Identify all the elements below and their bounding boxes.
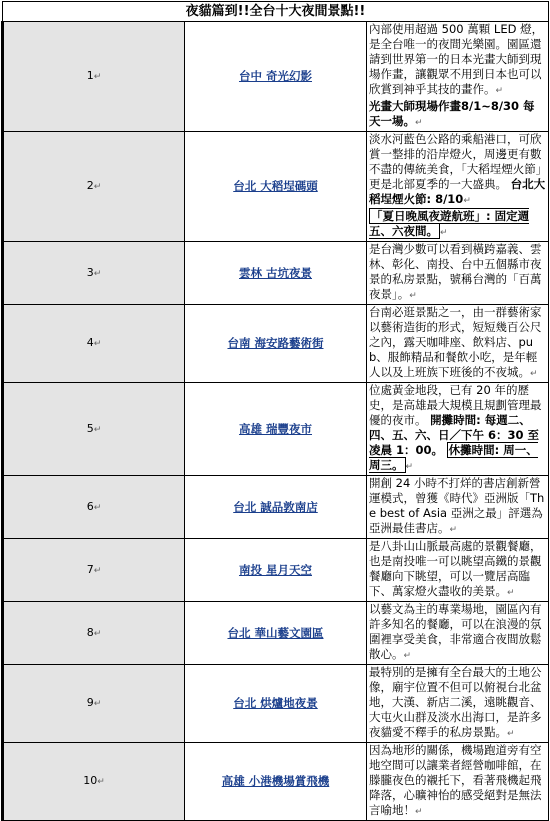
row-number: 2↵ <box>3 132 185 242</box>
spot-description: 開創 24 小時不打烊的書店創新營運模式，曾獲《時代》亞洲版「The best of Asia 亞洲之最」評選為亞洲最佳書店。↵ <box>367 476 549 539</box>
title-row <box>3 2 549 22</box>
spot-description: 是台灣少數可以看到橫跨嘉義、雲林、彰化、南投、台中五個縣市夜景的私房景點，號稱台灣的「百萬夜景」。↵ <box>367 242 549 305</box>
table-row <box>3 602 549 665</box>
spot-note-boxed: 「夏日晚風夜遊航班」: 固定週五、六夜間。 <box>369 209 530 238</box>
row-number: 3↵ <box>3 242 185 305</box>
spot-name: 高雄 小港機場賞飛機 <box>185 743 367 821</box>
table-row <box>3 665 549 743</box>
spot-note: 台北大稻埕煙火節: 8/10 <box>369 177 546 206</box>
row-number: 4↵ <box>3 305 185 383</box>
spot-description: 位處黃金地段，已有 20 年的歷史，是高雄最大規模且規劃管理最優的夜市。 開攤時間: 每週二、四、五、六、日／下午 6：30 至凌晨 1：00。 休攤時間: 周一、周三。 ↵ <box>367 383 549 476</box>
spot-note: 光畫大師現場作畫8/1~8/30 每天一場。 <box>369 99 535 128</box>
row-number: 10↵ <box>3 743 185 821</box>
spot-name: 台南 海安路藝術街 <box>185 305 367 383</box>
row-number: 5↵ <box>3 383 185 476</box>
spot-name: 南投 星月天空 <box>185 539 367 602</box>
table-row <box>3 305 549 383</box>
spot-description: 以藝文為主的專業場地，園區內有許多知名的餐廳，可以在浪漫的氛圍裡享受美食，非常適合夜間放鬆散心。↵ <box>367 602 549 665</box>
row-number: 1↵ <box>3 22 185 132</box>
spot-description: 因為地形的關係，機場跑道旁有空地空間可以讓業者經營咖啡館，在滕朧夜色的襯托下，看著飛機起飛降落，心曠神怡的感受絕對是無法言喻地！↵ <box>367 743 549 821</box>
spot-name: 台北 華山藝文園區 <box>185 602 367 665</box>
spot-description: 是八卦山山脈最高處的景觀餐廳，也是南投唯一可以眺望高鐵的景觀餐廳向下眺望，可以一覽居高臨下、萬家燈火盡收的美景。↵ <box>367 539 549 602</box>
table-row <box>3 743 549 821</box>
table-row <box>3 242 549 305</box>
spot-name: 台中 奇光幻影 <box>185 22 367 132</box>
row-number: 6↵ <box>3 476 185 539</box>
spot-closed-days: 休攤時間: 周一、周三。 <box>369 443 538 472</box>
spot-name: 高雄 瑞豐夜市 <box>185 383 367 476</box>
spot-description: 最特別的是擁有全台最大的土地公像，廟宇位置不但可以俯視台北盆地，大漢、新店二溪，遠眺觀音、大屯火山群及淡水出海口，是許多夜貓愛不釋手的私房景點。↵ <box>367 665 549 743</box>
night-spots-table <box>1 1 549 821</box>
table-row <box>3 22 549 132</box>
table-title: 夜貓篇到!!全台十大夜間景點!! <box>3 2 549 22</box>
spot-hours: 開攤時間: 每週二、四、五、六、日／下午 6：30 至凌晨 1：00。 <box>369 413 540 457</box>
table-row <box>3 383 549 476</box>
spot-description: 內部使用超過 500 萬顆 LED 燈，是全台唯一的夜間光樂園。園區還請到世界第一的日本光畫大師到現場作畫，讓觀眾不用到日本也可以欣賞到神乎其技的畫作。↵ 光畫大師現場作畫8/1~8/30 每天一場。↵ <box>367 22 549 132</box>
table-row <box>3 539 549 602</box>
document-page <box>1 1 549 817</box>
row-number: 9↵ <box>3 665 185 743</box>
spot-name: 雲林 古坑夜景 <box>185 242 367 305</box>
spot-name: 台北 烘爐地夜景 <box>185 665 367 743</box>
spot-name: 台北 大稻埕碼頭 <box>185 132 367 242</box>
table-row <box>3 132 549 242</box>
row-number: 8↵ <box>3 602 185 665</box>
spot-name: 台北 誠品敦南店 <box>185 476 367 539</box>
spot-description: 台南必逛景點之一，由一群藝術家以藝術造街的形式，短短幾百公尺之內，露天咖啡座、飲料店、pub、服飾精品和餐飲小吃，是年輕人以及上班族下班後的不夜城。↵ <box>367 305 549 383</box>
spot-description: 淡水河藍色公路的乘船港口，可欣賞一整排的沿岸燈火，周邊更有數不盡的傳統美食，「大稻埕煙火節」更是北部夏季的一大盛典。 台北大稻埕煙火節: 8/10↵ 「夏日晚風夜遊航班」: 固定週五、六夜間。 ↵ <box>367 132 549 242</box>
table-row <box>3 476 549 539</box>
row-number: 7↵ <box>3 539 185 602</box>
